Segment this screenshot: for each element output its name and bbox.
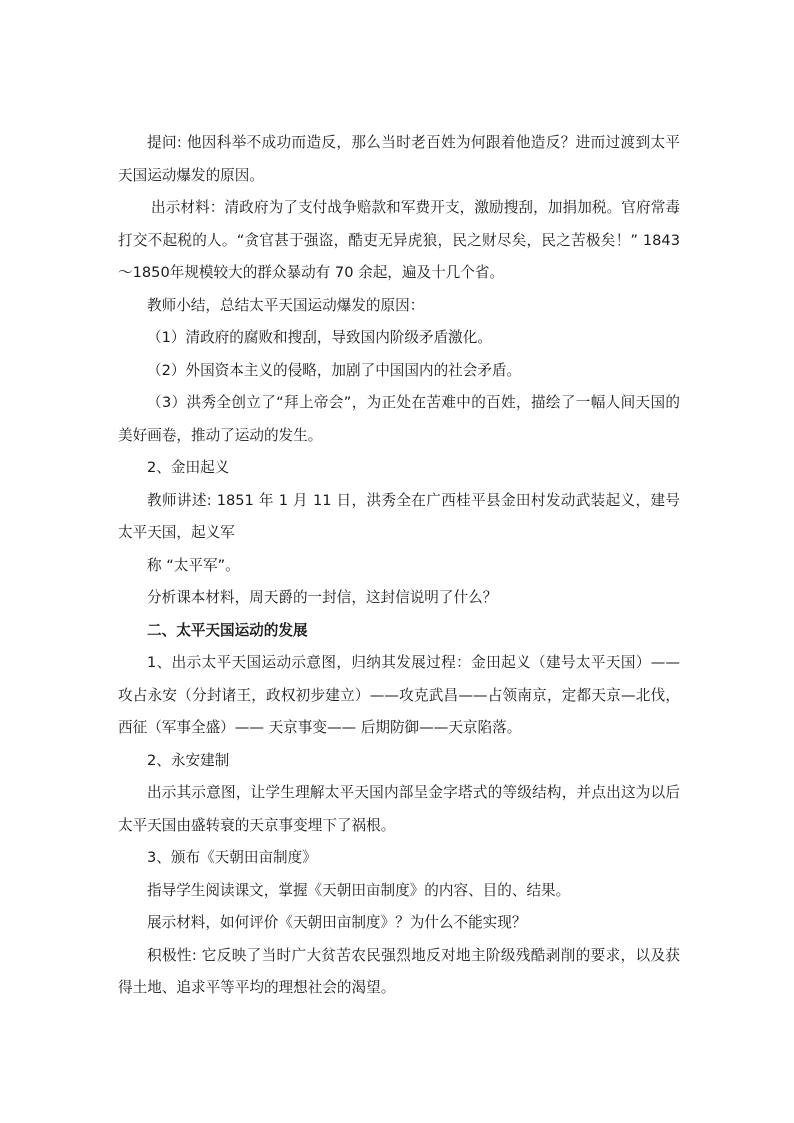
document-page: [118, 127, 680, 1005]
material-paragraph: 出示材料：清政府为了支付战争赔款和军费开支，激励搜刮，加捐加税。官府常毒打交不起税的人。“贪官甚于强盗，酷吏无异虎狼，民之财尽矣，民之苦极矣！” 1843～1850年规模较大的群众暴动有 70 余起，遍及十几个省。: [118, 199, 680, 281]
cause-item-3: （3）洪秀全创立了“拜上帝会”，为正处在苦难中的百姓，描绘了一幅人间天国的美好画卷，推动了运动的发生。: [118, 394, 680, 444]
development-process: 1、出示太平天国运动示意图，归纳其发展过程：金田起义（建号太平天国）——攻占永安（分封诸王，政权初步建立）——攻克武昌——占领南京，定都天京—北伐，西征（军事全盛）—— 天京事变—— 后期防御——天京陷落。: [118, 654, 680, 736]
section-heading-land-system: 3、颁布《天朝田亩制度》: [147, 849, 317, 866]
question-paragraph: 提问: 他因科举不成功而造反，那么当时老百姓为何跟着他造反？进而过渡到太平天国运动爆发的原因。: [118, 134, 680, 184]
reading-guide: 指导学生阅读课文，掌握《天朝田亩制度》的内容、目的、结果。: [147, 881, 571, 899]
section-heading-yongan: 2、永安建制: [147, 751, 230, 769]
taiping-army-line: 称 “太平军”。: [147, 556, 240, 574]
yongan-explanation: 出示其示意图，让学生理解太平天国内部呈金字塔式的等级结构，并点出这为以后太平天国由盛转衰的天京事变埋下了祸根。: [118, 784, 680, 834]
cause-item-1: （1）清政府的腐败和搜刮，导致国内阶级矛盾激化。: [147, 329, 492, 346]
evaluation-question: 展示材料，如何评价《天朝田亩制度》？为什么不能实现？: [147, 914, 527, 931]
section-heading-jintian: 2、金田起义: [147, 459, 230, 476]
cause-item-2: （2）外国资本主义的侵略，加剧了中国国内的社会矛盾。: [147, 361, 522, 379]
section-heading-development: 二、太平天国运动的发展: [147, 621, 308, 639]
teacher-narration: 教师讲述: 1851 年 1 月 11 日，洪秀全在广西桂平县金田村发动武装起义，建号太平天国，起义军: [118, 491, 680, 541]
summary-intro: 教师小结，总结太平天国运动爆发的原因：: [147, 296, 425, 314]
analysis-question: 分析课本材料，周天爵的一封信，这封信说明了什么？: [147, 589, 498, 606]
positive-evaluation: 积极性: 它反映了当时广大贫苦农民强烈地反对地主阶级残酷剥削的要求，以及获得土地、追求平等平均的理想社会的渴望。: [118, 946, 680, 996]
